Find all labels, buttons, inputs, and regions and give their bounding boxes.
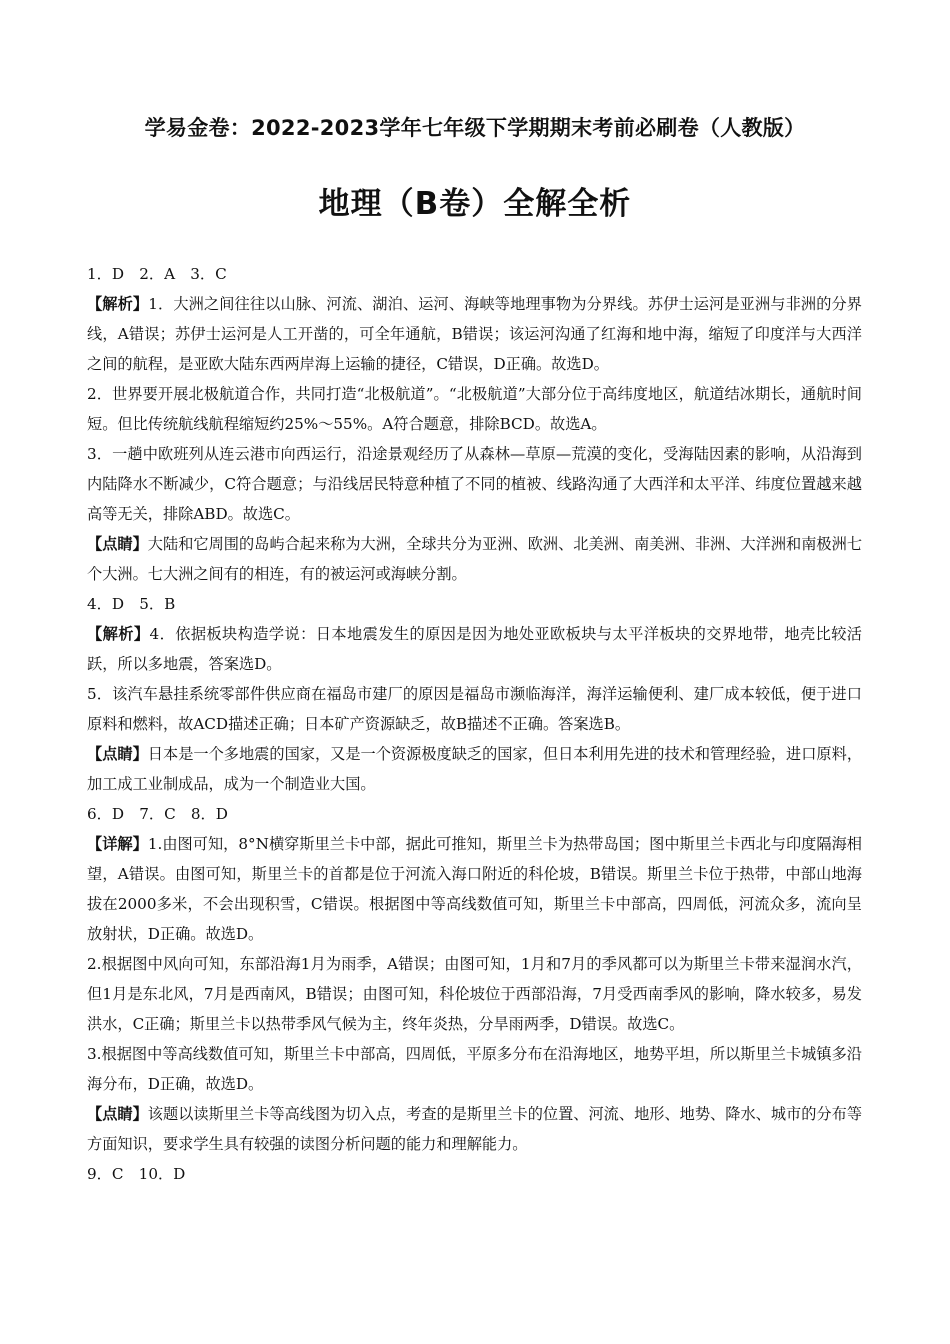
explanation-paragraph <box>87 439 862 529</box>
explanation-paragraph <box>87 379 862 439</box>
paragraph-tag: 【详解】 <box>87 835 148 853</box>
paragraph-text: 日本是一个多地震的国家，又是一个资源极度缺乏的国家，但日本利用先进的技术和管理经验，进口原料，加工成工业制成品，成为一个制造业大国。 <box>87 745 863 793</box>
explanation-paragraph <box>87 619 862 679</box>
explanation-paragraph <box>87 289 862 379</box>
document-subtitle: 学易金卷：2022-2023学年七年级下学期期末考前必刷卷（人教版） <box>144 116 806 140</box>
paragraph-text: 2.根据图中风向可知，东部沿海1月为雨季，A错误；由图可知，1月和7月的季风都可以为斯里兰卡带来湿润水汽，但1月是东北风，7月是西南风，B错误；由图可知，科伦坡位于西部沿海，7月受西南季风的影响，降水较多，易发洪水，C正确；斯里兰卡以热带季风气候为主，终年炎热，分旱雨两季，D错误。故选C。 <box>87 955 862 1033</box>
document-title: 地理（B卷）全解全析 <box>318 186 632 222</box>
answer-line: 1．D 2．A 3．C <box>87 265 227 283</box>
paragraph-text: 1.由图可知，8°N横穿斯里兰卡中部，据此可推知，斯里兰卡为热带岛国；图中斯里兰卡西北与印度隔海相望，A错误。由图可知，斯里兰卡的首都是位于河流入海口附近的科伦坡，B错误。斯里兰卡位于热带，中部山地海拔在2000多米，不会出现积雪，C错误。根据图中等高线数值可知，斯里兰卡中部高，四周低，河流众多，流向呈放射状，D正确。故选D。 <box>87 835 862 943</box>
paragraph-text: 2．世界要开展北极航道合作，共同打造“北极航道”。“北极航道”大部分位于高纬度地区，航道结冰期长，通航时间短。但比传统航线航程缩短约25%～55%。A符合题意，排除BCD。故选A。 <box>87 385 862 433</box>
document-body <box>87 259 862 1189</box>
paragraph-text: 1．大洲之间往往以山脉、河流、湖泊、运河、海峡等地理事物为分界线。苏伊士运河是亚洲与非洲的分界线，A错误；苏伊士运河是人工开凿的，可全年通航，B错误；该运河沟通了红海和地中海，缩短了印度洋与大西洋之间的航程，是亚欧大陆东西两岸海上运输的捷径，C错误，D正确。故选D。 <box>87 295 862 373</box>
explanation-paragraph <box>87 1039 862 1099</box>
answer-line: 4．D 5．B <box>87 595 176 613</box>
paragraph-text: 大陆和它周围的岛屿合起来称为大洲，全球共分为亚洲、欧洲、北美洲、南美洲、非洲、大洋洲和南极洲七个大洲。七大洲之间有的相连，有的被运河或海峡分割。 <box>87 535 863 583</box>
paragraph-text: 该题以读斯里兰卡等高线图为切入点，考查的是斯里兰卡的位置、河流、地形、地势、降水、城市的分布等方面知识，要求学生具有较强的读图分析问题的能力和理解能力。 <box>87 1105 863 1153</box>
answer-line: 6．D 7．C 8．D <box>87 805 228 823</box>
paragraph-tag: 【解析】 <box>87 625 150 643</box>
explanation-paragraph <box>87 949 862 1039</box>
note-paragraph <box>87 1099 862 1159</box>
answer-line: 9．C 10．D <box>87 1165 186 1183</box>
paragraph-text: 5．该汽车悬挂系统零部件供应商在福岛市建厂的原因是福岛市濒临海洋，海洋运输便利、建厂成本较低，便于进口原料和燃料，故ACD描述正确；日本矿产资源缺乏，故B描述不正确。答案选B。 <box>87 685 862 733</box>
paragraph-tag: 【点睛】 <box>87 1105 148 1123</box>
paragraph-text: 3.根据图中等高线数值可知，斯里兰卡中部高，四周低，平原多分布在沿海地区，地势平坦，所以斯里兰卡城镇多沿海分布，D正确，故选D。 <box>87 1045 862 1093</box>
explanation-paragraph <box>87 829 862 949</box>
paragraph-tag: 【点睛】 <box>87 745 148 763</box>
paragraph-tag: 【解析】 <box>87 295 149 313</box>
paragraph-tag: 【点睛】 <box>87 535 148 553</box>
paragraph-text: 4．依据板块构造学说：日本地震发生的原因是因为地处亚欧板块与太平洋板块的交界地带，地壳比较活跃，所以多地震，答案选D。 <box>87 625 862 673</box>
explanation-paragraph <box>87 679 862 739</box>
paragraph-text: 3．一趟中欧班列从连云港市向西运行，沿途景观经历了从森林—草原—荒漠的变化，受海陆因素的影响，从沿海到内陆降水不断减少，C符合题意；与沿线居民特意种植了不同的植被、线路沟通了大西洋和太平洋、纬度位置越来越高等无关，排除ABD。故选C。 <box>87 445 862 523</box>
note-paragraph <box>87 739 862 799</box>
note-paragraph <box>87 529 862 589</box>
